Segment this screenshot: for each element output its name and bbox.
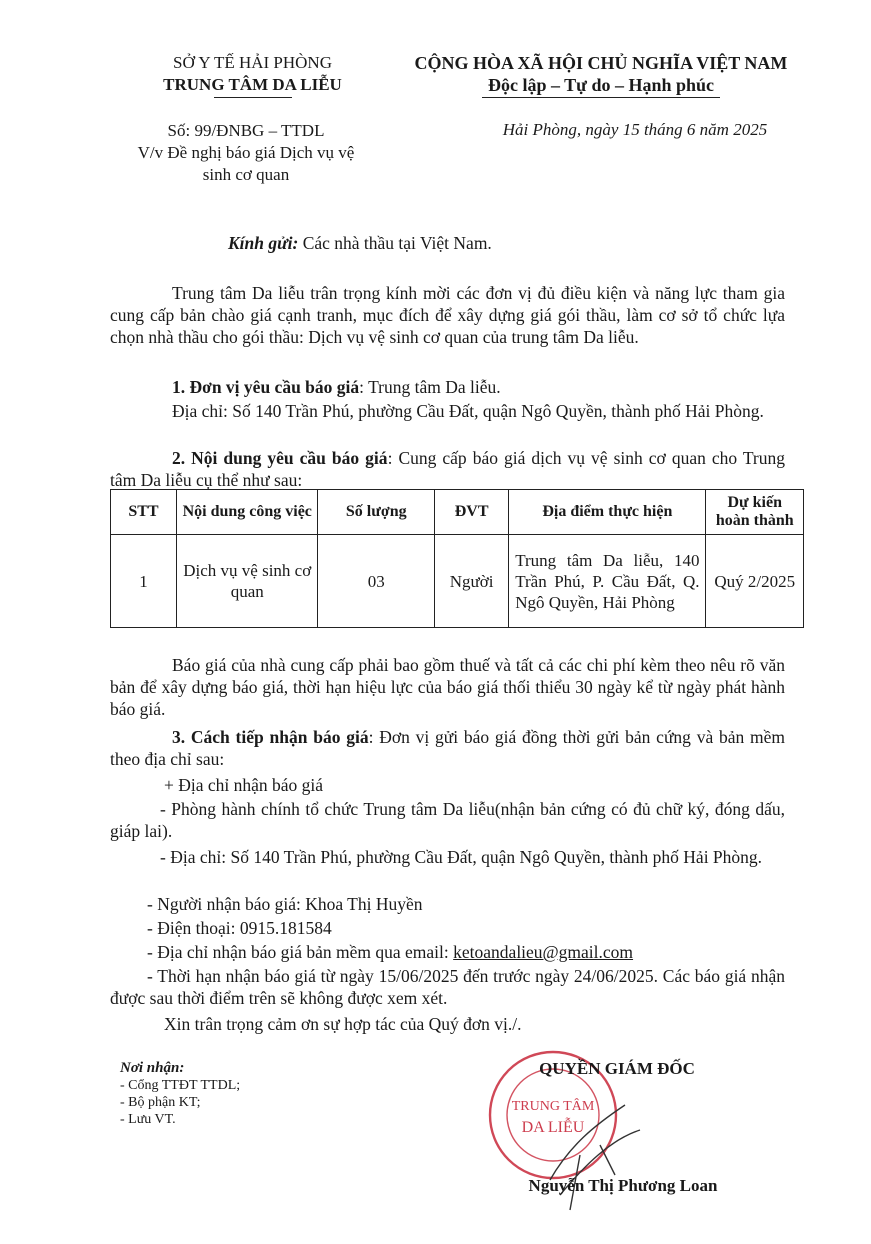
receiving-office: - Phòng hành chính tổ chức Trung tâm Da liễu(nhận bản cứng có đủ chữ ký, đóng dấu, giáp lai). — [110, 799, 785, 841]
document-number: Số: 99/ĐNBG – TTDL — [167, 121, 325, 140]
request-table — [110, 489, 804, 628]
section-1 — [110, 376, 785, 398]
document-date: Hải Phòng, ngày 15 tháng 6 năm 2025 — [502, 120, 768, 139]
recipient-item: - Lưu VT. — [120, 1112, 176, 1127]
cell-work-content: Dịch vụ vệ sinh cơ quan — [176, 535, 318, 628]
section-3-heading: 3. Cách tiếp nhận báo giá — [172, 727, 369, 747]
cell-stt: 1 — [111, 535, 177, 628]
intro-paragraph: Trung tâm Da liễu trân trọng kính mời các đơn vị đủ điều kiện và năng lực tham gia cung cấp bản chào giá cạnh tranh, mục đích để xây dựng giá gói thầu, làm cơ sở tổ chức lựa chọn nhà thầu cho gói thầu: Dịch vụ vệ sinh cơ quan của trung tâm Da liễu. — [110, 283, 785, 347]
greeting-text: Các nhà thầu tại Việt Nam. — [302, 233, 492, 253]
organization-name: TRUNG TÂM DA LIỄU — [163, 75, 342, 94]
recipients-heading: Nơi nhận: — [120, 1060, 185, 1076]
cell-location: Trung tâm Da liễu, 140 Trần Phú, P. Cầu Đất, Q. Ngô Quyền, Hải Phòng — [509, 535, 706, 628]
col-unit: ĐVT — [435, 490, 509, 535]
col-location: Địa điểm thực hiện — [509, 490, 706, 535]
section-3 — [110, 726, 785, 770]
section-2 — [110, 447, 785, 491]
organization-underline — [214, 97, 292, 98]
section-2-text: : Cung cấp báo giá dịch vụ vệ sinh cơ quan cho Trung tâm Da liễu cụ thể như sau: — [110, 448, 785, 490]
email-line — [147, 941, 633, 963]
col-quantity: Số lượng — [318, 490, 435, 535]
motto-underline — [482, 97, 720, 98]
parent-organization: SỞ Y TẾ HẢI PHÒNG — [173, 53, 332, 72]
section-1-heading: 1. Đơn vị yêu cầu báo giá — [172, 377, 360, 397]
national-title — [392, 52, 810, 98]
section-3-text: : Đơn vị gửi báo giá đồng thời gửi bản cứng và bản mềm theo địa chỉ sau: — [110, 727, 786, 769]
quote-requirements-note: Báo giá của nhà cung cấp phải bao gồm thuế và tất cả các chi phí kèm theo nêu rõ văn bản để xây dựng báo giá, thời hạn hiệu lực của báo giá thối thiểu 30 ngày kể từ ngày phát hành báo giá. — [110, 655, 785, 719]
country-name: CỘNG HÒA XÃ HỘI CHỦ NGHĨA VIỆT NAM — [414, 53, 788, 73]
col-stt: STT — [111, 490, 177, 535]
stamp-line-1: TRUNG TÂM — [511, 1099, 595, 1114]
signature-title: QUYỀN GIÁM ĐỐC — [539, 1059, 695, 1078]
national-motto: Độc lập – Tự do – Hạnh phúc — [487, 75, 715, 95]
cell-unit: Người — [435, 535, 509, 628]
section-2-heading: 2. Nội dung yêu cầu báo giá — [172, 448, 388, 468]
cell-completion: Quý 2/2025 — [706, 535, 804, 628]
recipient-item: - Bộ phận KT; — [120, 1095, 201, 1110]
submission-deadline: - Thời hạn nhận báo giá từ ngày 15/06/2025 đến trước ngày 24/06/2025. Các báo giá nhận được sau thời điểm trên sẽ không được xem xét. — [110, 966, 785, 1008]
section-1-address: Địa chỉ: Số 140 Trần Phú, phường Cầu Đất, quận Ngô Quyền, thành phố Hải Phòng. — [172, 401, 764, 421]
recipients-list — [120, 1060, 340, 1128]
receiver-name: - Người nhận báo giá: Khoa Thị Huyền — [147, 894, 423, 914]
greeting-label: Kính gửi: — [228, 233, 299, 253]
col-work-content: Nội dung công việc — [176, 490, 318, 535]
receiving-address: - Địa chỉ: Số 140 Trần Phú, phường Cầu Đất, quận Ngô Quyền, thành phố Hải Phòng. — [160, 847, 763, 867]
document-subject-line-1: V/v Đề nghị báo giá Dịch vụ vệ — [137, 143, 355, 162]
receiver-phone: - Điện thoại: 0915.181584 — [147, 918, 332, 938]
section-1-text: : Trung tâm Da liễu. — [359, 377, 501, 397]
col-completion: Dự kiến hoàn thành — [706, 490, 804, 535]
closing-thanks: Xin trân trọng cảm ơn sự hợp tác của Quý đơn vị./. — [164, 1014, 522, 1034]
receiving-address-label: + Địa chỉ nhận báo giá — [164, 775, 324, 795]
issuing-organization — [110, 52, 395, 98]
table-header-row — [111, 490, 804, 535]
document-reference — [90, 120, 402, 186]
signer-name: Nguyễn Thị Phương Loan — [528, 1176, 718, 1195]
document-subject-line-2: sinh cơ quan — [202, 165, 290, 184]
email-link[interactable]: ketoandalieu@gmail.com — [453, 942, 634, 962]
greeting — [228, 232, 492, 254]
stamp-line-2: DA LIỄU — [521, 1119, 585, 1136]
cell-quantity: 03 — [318, 535, 435, 628]
email-label: - Địa chỉ nhận báo giá bản mềm qua email: — [147, 942, 454, 962]
table-row — [111, 535, 804, 628]
recipient-item: - Cổng TTĐT TTDL; — [120, 1078, 241, 1093]
